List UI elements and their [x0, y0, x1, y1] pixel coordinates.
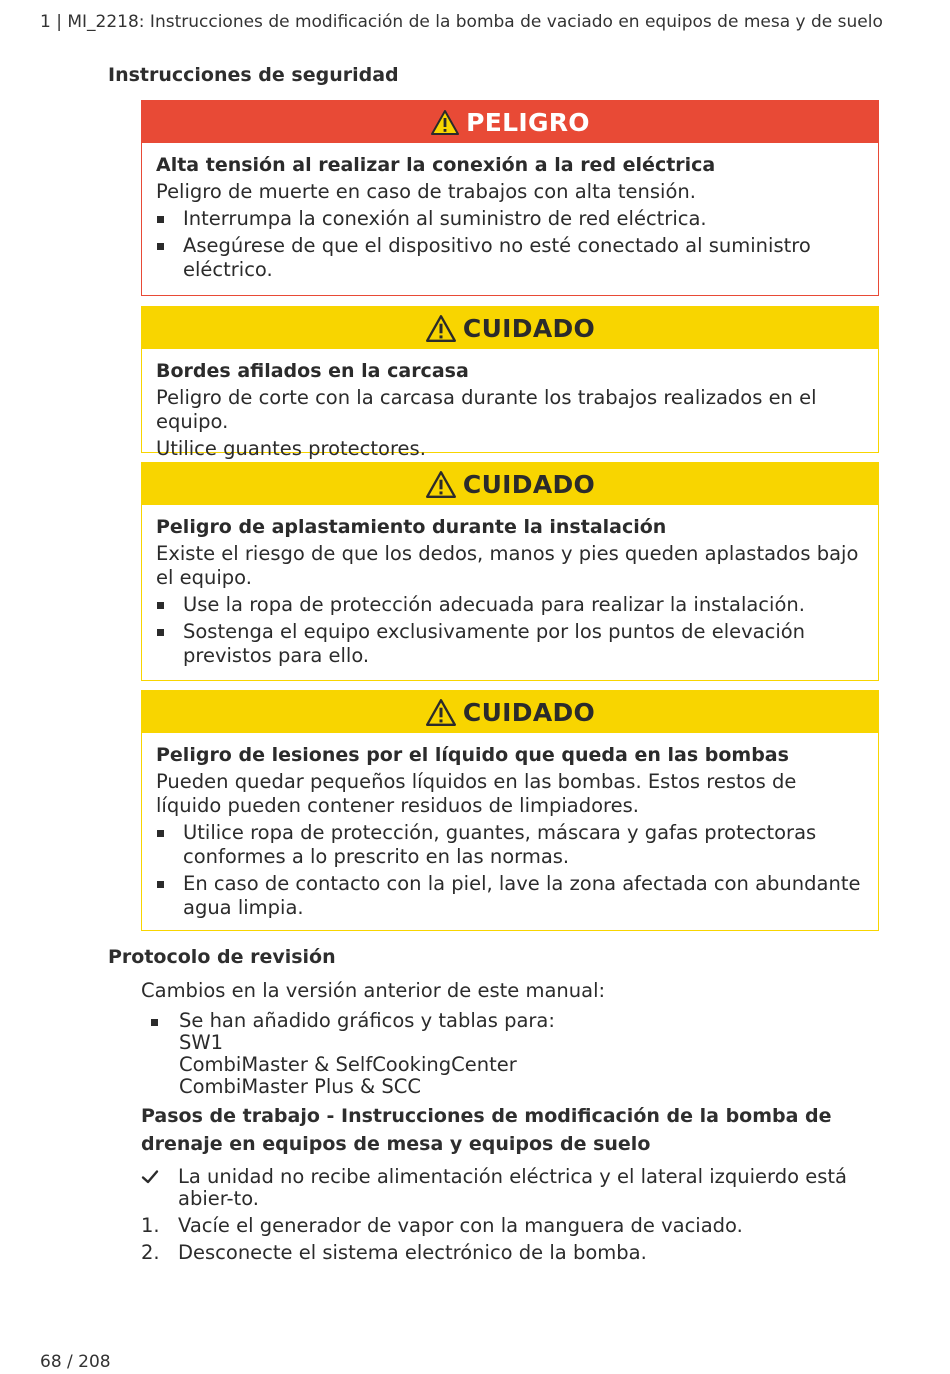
step-number: 1.: [141, 1214, 160, 1237]
step-number: 2.: [141, 1241, 160, 1264]
warning-text: Peligro de muerte en caso de trabajos con alta tensión.: [156, 180, 696, 203]
list-item: Use la ropa de protección adecuada para realizar la instalación.: [156, 593, 864, 617]
danger-banner: [142, 101, 878, 143]
step-text: Desconecte el sistema electrónico de la bomba.: [178, 1241, 647, 1264]
caution-warning-box: [141, 462, 879, 681]
revision-item: CombiMaster Plus & SCC: [179, 1075, 422, 1098]
section-title-safety: Instrucciones de seguridad: [108, 64, 399, 86]
warning-bullet-list: [156, 821, 864, 920]
revision-bullet-text: Se han añadido gráficos y tablas para:: [179, 1009, 555, 1032]
list-item: [141, 1166, 871, 1210]
checkmark-icon: [141, 1169, 159, 1185]
warning-text: Pueden quedar pequeños líquidos en las bombas. Estos restos de líquido pueden contener residuos de limpiadores.: [156, 770, 797, 817]
warning-level-label: CUIDADO: [462, 469, 596, 499]
warning-heading: Alta tensión al realizar la conexión a la red eléctrica: [156, 154, 716, 176]
warning-bullet-list: [156, 593, 864, 668]
page-header: 1 | MI_2218: Instrucciones de modificación de la bomba de vaciado en equipos de mesa y de suelo: [40, 12, 883, 32]
list-item: Utilice ropa de protección, guantes, máscara y gafas protectoras conformes a lo prescrito en las normas.: [156, 821, 864, 869]
list-item: [141, 1242, 871, 1264]
steps-list: [141, 1166, 871, 1269]
precondition-text: La unidad no recibe alimentación eléctrica y el lateral izquierdo está abier-to.: [178, 1165, 847, 1210]
revision-intro: Cambios en la versión anterior de este manual:: [141, 979, 606, 1002]
warning-text: Utilice guantes protectores.: [156, 437, 426, 460]
list-item: En caso de contacto con la piel, lave la zona afectada con abundante agua limpia.: [156, 872, 864, 920]
danger-warning-box: [141, 100, 879, 296]
warning-text: Peligro de corte con la carcasa durante los trabajos realizados en el equipo.: [156, 386, 817, 433]
steps-title: Pasos de trabajo - Instrucciones de modificación de la bomba de drenaje en equipos de mesa y equipos de suelo: [141, 1105, 832, 1155]
revision-bullet-list: [150, 1010, 850, 1101]
warning-level-label: CUIDADO: [462, 697, 596, 727]
caution-banner: [142, 691, 878, 733]
list-item: [150, 1010, 850, 1098]
list-item: Asegúrese de que el dispositivo no esté conectado al suministro eléctrico.: [156, 234, 864, 282]
warning-triangle-icon: [430, 109, 460, 136]
warning-triangle-icon: [425, 470, 457, 499]
warning-heading: Peligro de lesiones por el líquido que queda en las bombas: [156, 744, 789, 766]
warning-level-label: PELIGRO: [466, 107, 590, 137]
caution-warning-box: [141, 306, 879, 460]
warning-triangle-icon: [425, 698, 457, 727]
warning-heading: Peligro de aplastamiento durante la instalación: [156, 516, 667, 538]
list-item: Interrumpa la conexión al suministro de red eléctrica.: [156, 207, 864, 231]
warning-heading: Bordes afilados en la carcasa: [156, 360, 469, 382]
list-item: Sostenga el equipo exclusivamente por los puntos de elevación previstos para ello.: [156, 620, 864, 668]
list-item: [141, 1215, 871, 1237]
warning-text: Existe el riesgo de que los dedos, manos y pies queden aplastados bajo el equipo.: [156, 542, 859, 589]
warning-bullet-list: [156, 207, 864, 282]
caution-warning-box: [141, 690, 879, 931]
warning-level-label: CUIDADO: [462, 313, 596, 343]
caution-banner: [142, 463, 878, 505]
section-title-revision: Protocolo de revisión: [108, 946, 336, 968]
page-number: 68 / 208: [40, 1352, 111, 1372]
warning-triangle-icon: [425, 314, 457, 343]
revision-item: SW1: [179, 1031, 224, 1054]
step-text: Vacíe el generador de vapor con la manguera de vaciado.: [178, 1214, 743, 1237]
caution-banner: [142, 307, 878, 349]
revision-item: CombiMaster & SelfCookingCenter: [179, 1053, 517, 1076]
